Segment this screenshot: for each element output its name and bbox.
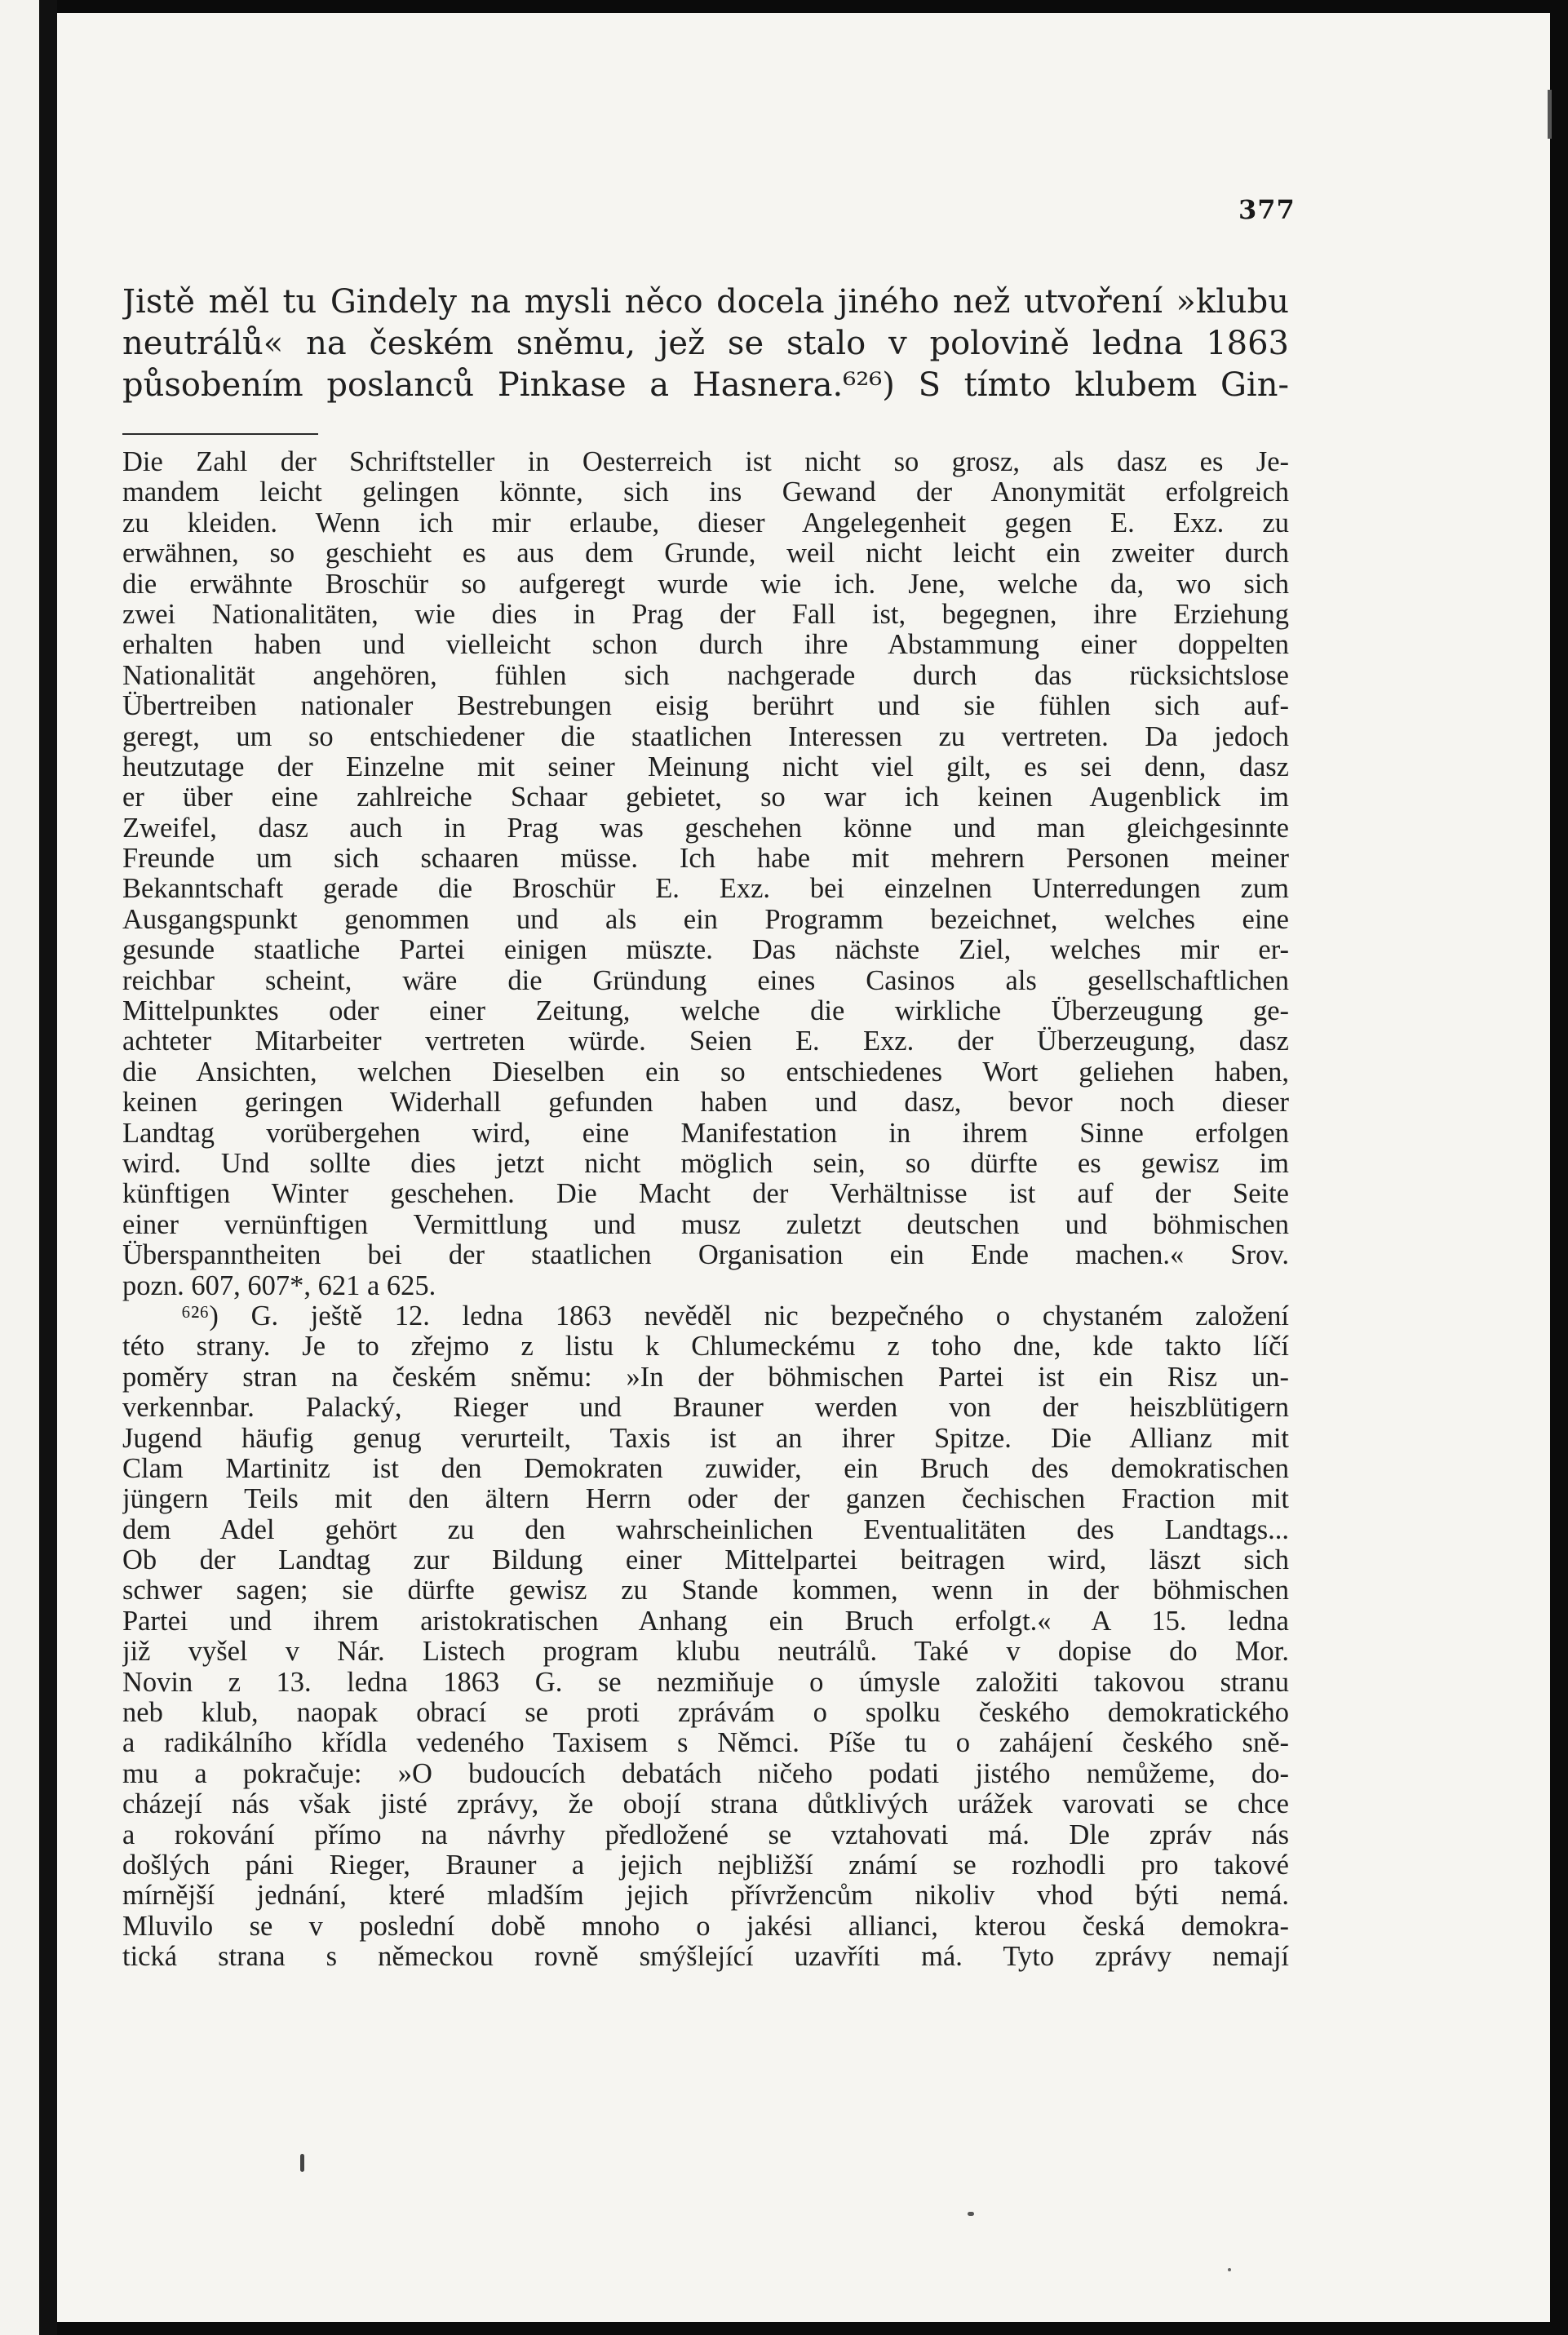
footnote-line: reichbar scheint, wäre die Gründung eines Casinos als gesellschaftlichen — [122, 965, 1289, 996]
footnote-line: heutzutage der Einzelne mit seiner Meinung nicht viel gilt, es sei denn, dasz — [122, 751, 1289, 782]
footnote-line: a radikálního křídla vedeného Taxisem s Němci. Píše tu o zahájení českého sně- — [122, 1728, 1289, 1759]
footnote-line: Ob der Landtag zur Bildung einer Mittelpartei beitragen wird, läszt sich — [122, 1545, 1289, 1576]
footnote-line: zu kleiden. Wenn ich mir erlaube, dieser Angelegenheit gegen E. Exz. zu — [122, 507, 1289, 538]
page-number: 377 — [1238, 194, 1296, 225]
footnote-line: wird. Und sollte dies jetzt nicht möglich sein, so dürfte es gewisz im — [122, 1148, 1289, 1179]
footnote-line: gesunde staatliche Partei einigen müszte. Das nächste Ziel, welches mir er- — [122, 935, 1289, 966]
footnote-line: Zweifel, dasz auch in Prag was geschehen könne und man gleichgesinnte — [122, 813, 1289, 844]
scan-left-margin — [0, 0, 39, 2335]
scan-speck — [1548, 90, 1552, 139]
footnote-line: er über eine zahlreiche Schaar gebietet, so war ich keinen Augenblick im — [122, 782, 1289, 813]
scan-speck — [968, 2212, 974, 2216]
footnote-line: künftigen Winter geschehen. Die Macht der Verhältnisse ist auf der Seite — [122, 1179, 1289, 1210]
footnote-line: einer vernünftigen Vermittlung und musz zuletzt deutschen und böhmischen — [122, 1209, 1289, 1240]
scan-speck — [1228, 2268, 1231, 2271]
footnote-line: die Ansichten, welchen Dieselben ein so entschiedenes Wort geliehen haben, — [122, 1057, 1289, 1088]
footnote-line: achteter Mitarbeiter vertreten würde. Seien E. Exz. der Überzeugung, dasz — [122, 1026, 1289, 1057]
footnote-line: Überspanntheiten bei der staatlichen Organisation ein Ende machen.« Srov. — [122, 1240, 1289, 1271]
footnote-line: dem Adel gehört zu den wahrscheinlichen Eventualitäten des Landtags... — [122, 1514, 1289, 1545]
footnote-line: pozn. 607, 607*, 621 a 625. — [122, 1270, 436, 1301]
footnotes — [122, 447, 1289, 1973]
footnote-line: Landtag vorübergehen wird, eine Manifestation in ihrem Sinne erfolgen — [122, 1118, 1289, 1149]
footnote-line: mírnější jednání, které mladším jejich přívržencům nikoliv vhod býti nemá. — [122, 1881, 1289, 1912]
footnote-line: jüngern Teils mit den ältern Herrn oder der ganzen čechischen Fraction mit — [122, 1484, 1289, 1515]
footnote-line: Übertreiben nationaler Bestrebungen eisig berührt und sie fühlen sich auf- — [122, 691, 1289, 722]
footnote-line: poměry stran na českém sněmu: »In der böhmischen Partei ist ein Risz un- — [122, 1362, 1289, 1393]
main-text-line: Jistě měl tu Gindely na mysli něco docela jiného než utvoření »klubu — [122, 283, 1289, 321]
main-text-line: neutrálů« na českém sněmu, jež se stalo v polovině ledna 1863 — [122, 325, 1289, 362]
footnote-line: erhalten haben und vielleicht schon durch ihre Abstammung einer doppelten — [122, 630, 1289, 661]
footnote-separator — [122, 433, 318, 435]
footnote-line: schwer sagen; sie dürfte gewisz zu Stande kommen, wenn in der böhmischen — [122, 1575, 1289, 1606]
footnote-line: Ausgangspunkt genommen und als ein Programm bezeichnet, welches eine — [122, 904, 1289, 935]
footnote-line: tická strana s německou rovně smýšlející uzavříti má. Tyto zprávy nemají — [122, 1942, 1289, 1973]
footnote-line: mandem leicht gelingen könnte, sich ins Gewand der Anonymität erfolgreich — [122, 477, 1289, 508]
footnote-line: Mluvilo se v poslední době mnoho o jakési allianci, kterou česká demokra- — [122, 1911, 1289, 1942]
footnote-line: ⁶²⁶) G. ještě 12. ledna 1863 nevěděl nic bezpečného o chystaném založení — [181, 1300, 1289, 1331]
footnote-line: Freunde um sich schaaren müsse. Ich habe mit mehrern Personen meiner — [122, 844, 1289, 875]
footnote-line: die erwähnte Broschür so aufgeregt wurde wie ich. Jene, welche da, wo sich — [122, 569, 1289, 600]
main-text-line: působením poslanců Pinkase a Hasnera.⁶²⁶) S tímto klubem Gin- — [122, 366, 1289, 404]
footnote-line: erwähnen, so geschieht es aus dem Grunde, weil nicht leicht ein zweiter durch — [122, 538, 1289, 569]
footnote-line: zwei Nationalitäten, wie dies in Prag der Fall ist, begegnen, ihre Erziehung — [122, 599, 1289, 630]
footnote-line: geregt, um so entschiedener die staatlichen Interessen zu vertreten. Da jedoch — [122, 721, 1289, 752]
footnote-line: této strany. Je to zřejmo z listu k Chlumeckému z toho dne, kde takto líčí — [122, 1331, 1289, 1362]
footnote-line: mu a pokračuje: »O budoucích debatách ničeho podati jistého nemůžeme, do- — [122, 1758, 1289, 1789]
footnote-line: Mittelpunktes oder einer Zeitung, welche die wirkliche Überzeugung ge- — [122, 996, 1289, 1027]
footnote-line: došlých páni Rieger, Brauner a jejich nejbližší známí se rozhodli pro takové — [122, 1850, 1289, 1881]
footnote-line: Novin z 13. ledna 1863 G. se nezmiňuje o úmysle založiti takovou stranu — [122, 1667, 1289, 1698]
footnote-line: neb klub, naopak obrací se proti zprávám o spolku českého demokratického — [122, 1698, 1289, 1729]
scan-speck — [300, 2154, 304, 2172]
footnote-line: Jugend häufig genug verurteilt, Taxis ist an ihrer Spitze. Die Allianz mit — [122, 1423, 1289, 1454]
footnote-line: keinen geringen Widerhall gefunden haben und dasz, bevor noch dieser — [122, 1088, 1289, 1119]
footnote-line: verkennbar. Palacký, Rieger und Brauner werden von der heiszblütigern — [122, 1393, 1289, 1424]
footnote-line: Die Zahl der Schriftsteller in Oesterreich ist nicht so grosz, als dasz es Je- — [122, 447, 1289, 477]
footnote-line: již vyšel v Nár. Listech program klubu neutrálů. Také v dopise do Mor. — [122, 1637, 1289, 1668]
main-text — [122, 281, 1289, 406]
footnote-line: cházejí nás však jisté zprávy, že obojí strana důtklivých urážek varovati se chce — [122, 1789, 1289, 1820]
footnote-line: a rokování přímo na návrhy předložené se vztahovati má. Dle zpráv nás — [122, 1819, 1289, 1850]
footnote-line: Nationalität angehören, fühlen sich nachgerade durch das rücksichtslose — [122, 660, 1289, 691]
scan-binding-shadow — [39, 0, 57, 2335]
footnote-line: Bekanntschaft gerade die Broschür E. Exz. bei einzelnen Unterredungen zum — [122, 874, 1289, 905]
footnote-line: Clam Martinitz ist den Demokraten zuwider, ein Bruch des demokratischen — [122, 1453, 1289, 1484]
footnote-line: Partei und ihrem aristokratischen Anhang ein Bruch erfolgt.« A 15. ledna — [122, 1606, 1289, 1637]
